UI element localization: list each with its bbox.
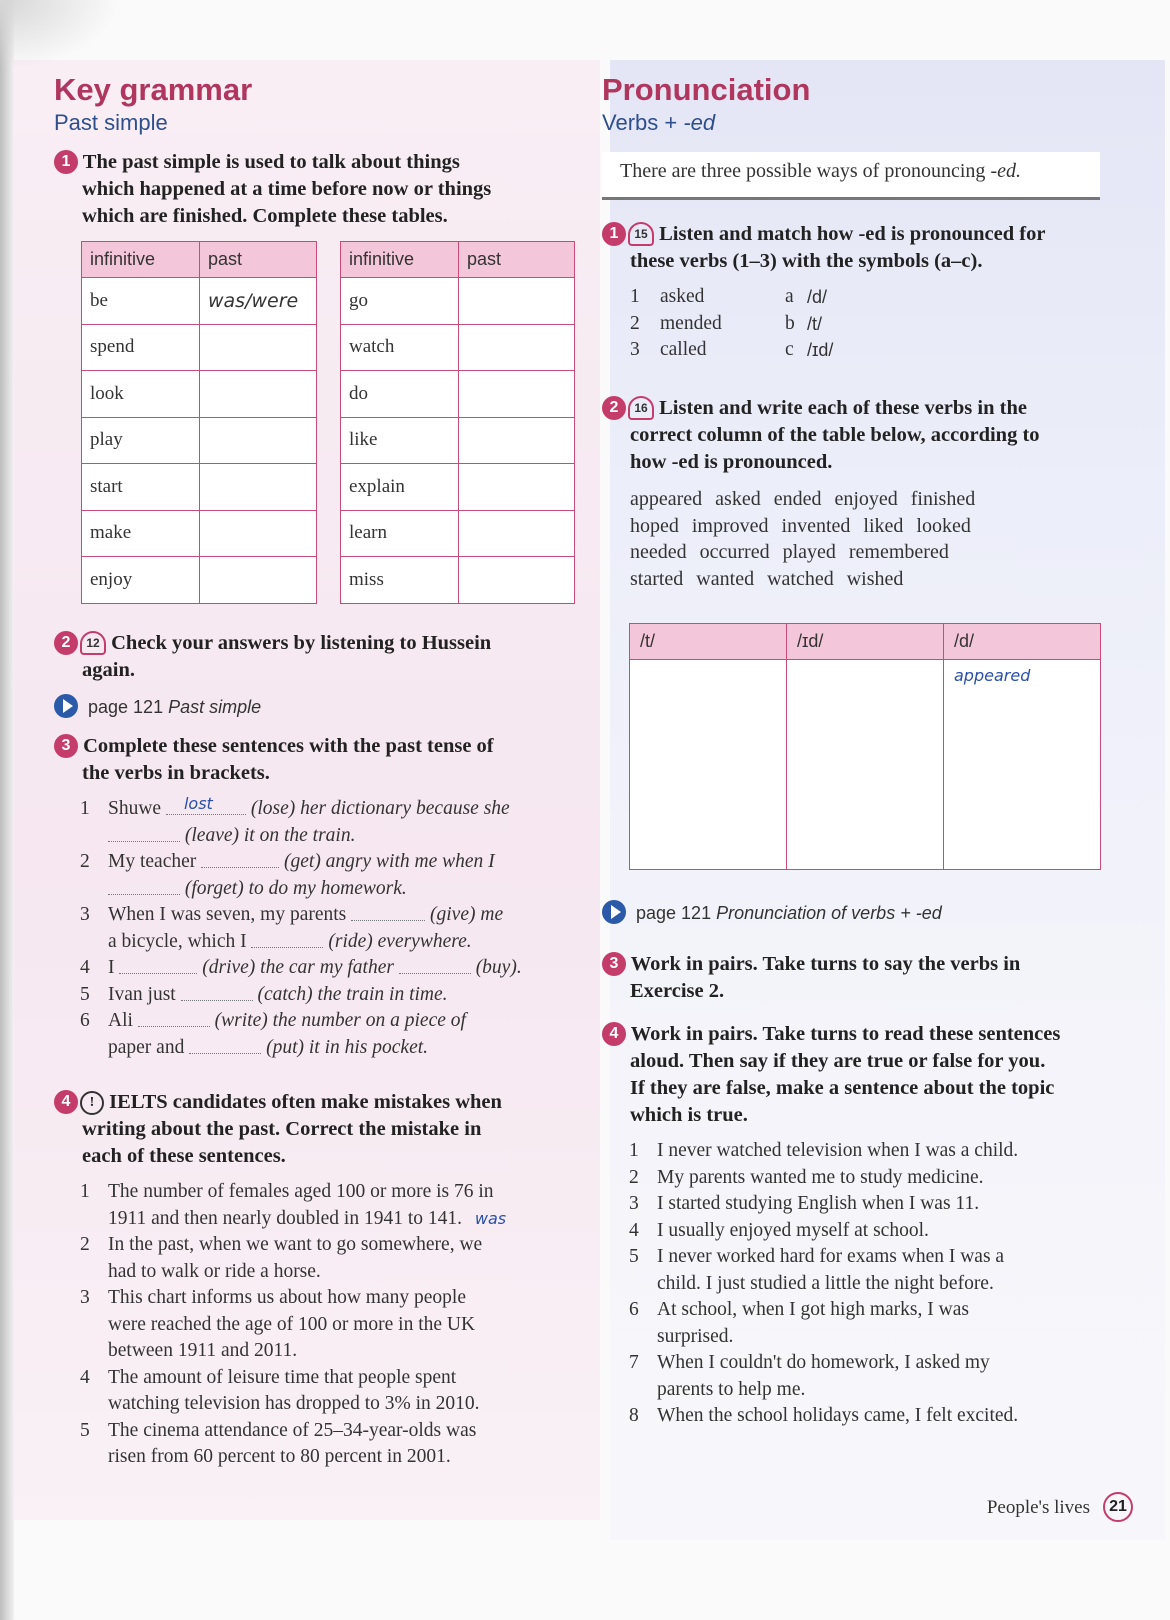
infinitive-cell: go [341,278,459,325]
past-answer-cell[interactable]: was/were [200,278,317,325]
past-answer-cell[interactable] [200,510,317,557]
answer-blank[interactable] [399,958,471,974]
list-item: 2 My teacher (get) angry with me when I (forget) to do my homework. [80,851,495,899]
table-row [341,324,575,371]
column-header: /d/ [944,624,1101,660]
pron-exercise-4-list [629,1138,1129,1430]
list-item: 4 I (drive) the car my father (buy). [80,957,522,978]
pronunciation-reference-link[interactable]: page 121 Pronunciation of verbs + -ed [602,900,942,924]
past-answer-cell[interactable] [459,324,575,371]
table-row [341,278,575,325]
table-row [82,510,317,557]
pron-exercise-3-instruction: 3 Work in pairs. Take turns to say the verbs in Exercise 2. [602,951,1020,1005]
table-row [82,464,317,511]
grammar-reference-link[interactable]: page 121 Past simple [54,694,261,718]
audio-track-icon[interactable]: 15 [628,222,654,246]
list-item: 8 When the school holidays came, I felt excited. [629,1405,1019,1426]
infinitive-cell: do [341,371,459,418]
answer-blank[interactable] [201,852,279,868]
list-item: 1 Shuwe lost (lose) her dictionary because she (leave) it on the train. [80,794,510,846]
handwritten-correction: was [474,1208,507,1228]
unit-footer-label: People's lives [986,1497,1090,1518]
past-answer-cell[interactable] [459,278,575,325]
answer-blank[interactable] [189,1038,261,1054]
past-simple-table-a [81,241,317,604]
t-column-cell[interactable] [630,660,787,870]
exercise-1-instruction: 1 The past simple is used to talk about things which happened at a time before now or things which are finished. Complete these tables. [54,149,491,230]
scan-corner-shadow [0,0,120,70]
infinitive-cell: explain [341,464,459,511]
infinitive-cell: spend [82,324,200,371]
exercise-3-list [80,796,580,1061]
play-arrow-icon [54,694,78,718]
infinitive-cell: like [341,417,459,464]
pron-exercise-1-instruction: 1 15 Listen and match how -ed is pronounced for these verbs (1–3) with the symbols (a–c). [602,221,1045,275]
answer-blank[interactable] [108,879,180,895]
table-row [82,371,317,418]
infinitive-cell: miss [341,557,459,604]
infinitive-cell: watch [341,324,459,371]
column-header: infinitive [82,242,200,278]
table-row [341,510,575,557]
list-item: 2 My parents wanted me to study medicine. [629,1166,984,1188]
list-item: 2 In the past, when we want to go somewhere, we had to walk or ride a horse. [80,1234,483,1282]
audio-track-icon[interactable]: 12 [80,631,106,655]
key-grammar-title: Key grammar [54,72,253,107]
exercise-number: 3 [54,734,78,758]
key-grammar-subtitle: Past simple [54,110,168,135]
exercise-3-instruction: 3 Complete these sentences with the past tense of the verbs in brackets. [54,733,494,787]
infinitive-cell: make [82,510,200,557]
answer-blank[interactable] [251,932,323,948]
exercise-number: 4 [54,1090,78,1114]
past-answer-cell[interactable] [200,557,317,604]
exercise-number: 2 [54,631,78,655]
audio-track-icon[interactable]: 16 [628,396,654,420]
list-item: 5 Ivan just (catch) the train in time. [80,983,448,1005]
list-item: 3 This chart informs us about how many people were reached the age of 100 or more in the UK between 1911 and 2011. [80,1287,476,1361]
answer-blank[interactable] [181,985,253,1001]
column-header: infinitive [341,242,459,278]
exercise-number: 1 [54,150,78,174]
match-list [630,284,833,364]
column-header: /ɪd/ [787,624,944,660]
exercise-4-instruction: 4 ! IELTS candidates often make mistakes when writing about the past. Correct the mistake in each of these sentences. [54,1089,502,1170]
column-header: /t/ [630,624,787,660]
past-simple-table-b [340,241,575,604]
list-item: 6 At school, when I got high marks, I was surprised. [629,1299,969,1347]
pronunciation-title: Pronunciation [602,72,811,107]
pronunciation-intro-box: There are three possible ways of pronouncing -ed. [602,152,1100,197]
list-item: 7 When I couldn't do homework, I asked my parents to help me. [629,1352,990,1400]
list-item: 3 I started studying English when I was 11. [629,1193,980,1214]
list-item: 4 The amount of leisure time that people spent watching television has dropped to 3% in 2010. [80,1366,480,1414]
infinitive-cell: look [82,371,200,418]
table-row [82,324,317,371]
infinitive-cell: learn [341,510,459,557]
list-item: 1 The number of females aged 100 or more is 76 in 1911 and then nearly doubled in 1941 to 141. was [80,1181,507,1229]
column-header: past [459,242,575,278]
list-item: 2 mended b /t/ [630,312,823,334]
table-row [82,557,317,604]
past-answer-cell[interactable] [459,557,575,604]
table-row [341,557,575,604]
answer-blank[interactable]: lost [166,799,246,815]
id-column-cell[interactable] [787,660,944,870]
list-item: 5 I never worked hard for exams when I was a child. I just studied a little the night before. [629,1246,1005,1294]
answer-blank[interactable] [351,905,425,921]
exercise-4-list [80,1179,590,1471]
list-item: 1 I never watched television when I was a child. [629,1140,1019,1161]
infinitive-cell: start [82,464,200,511]
list-item: 5 The cinema attendance of 25–34-year-olds was risen from 60 percent to 80 percent in 2001. [80,1419,477,1467]
table-row [82,417,317,464]
list-item: 1 asked a /d/ [630,286,828,307]
column-header: past [200,242,317,278]
page-number: 21 [1103,1492,1133,1522]
pron-exercise-4-instruction: 4 Work in pairs. Take turns to read these sentences aloud. Then say if they are true or false for you. If they are false, make a sentence about the topic which is true. [602,1021,1060,1129]
past-answer-cell[interactable] [459,417,575,464]
answer-blank[interactable] [138,1011,210,1027]
table-row [341,371,575,418]
past-answer-cell[interactable] [459,371,575,418]
infinitive-cell: enjoy [82,557,200,604]
past-answer-cell[interactable] [459,464,575,511]
past-answer-cell[interactable] [459,510,575,557]
exercise-number: 1 [602,222,626,246]
list-item: 3 called c /ɪd/ [630,339,834,360]
list-item: 3 When I was seven, my parents (give) me a bicycle, which I (ride) everywhere. [80,904,504,952]
list-item: 4 I usually enjoyed myself at school. [629,1219,929,1241]
past-answer-cell[interactable] [200,324,317,371]
exercise-number: 2 [602,396,626,420]
infinitive-cell: play [82,417,200,464]
exercise-number: 4 [602,1022,626,1046]
list-item: 6 Ali (write) the number on a piece of paper and (put) it in his pocket. [80,1010,466,1058]
table-row [82,278,317,325]
answer-blank[interactable] [119,958,197,974]
table-row [341,417,575,464]
answer-blank[interactable] [108,826,180,842]
scan-edge-shadow [0,0,14,1620]
verb-list: appeared asked ended enjoyed finished hoped improved invented liked looked needed occurred played remembered started wanted watched wished [630,488,976,590]
play-arrow-icon [602,900,626,924]
exercise-2-instruction: 2 12 Check your answers by listening to Hussein again. [54,630,491,684]
past-answer-cell[interactable] [200,417,317,464]
exercise-number: 3 [602,952,626,976]
past-answer-cell[interactable] [200,464,317,511]
pron-exercise-2-instruction: 2 16 Listen and write each of these verbs in the correct column of the table below, according to how -ed is pronounced. [602,395,1040,476]
past-answer-cell[interactable] [200,371,317,418]
infinitive-cell: be [82,278,200,325]
warning-icon: ! [80,1091,104,1115]
pronunciation-subtitle: Verbs + -ed [602,110,716,135]
pronunciation-table [629,623,1101,870]
d-column-cell[interactable]: appeared [944,660,1101,870]
table-row [341,464,575,511]
